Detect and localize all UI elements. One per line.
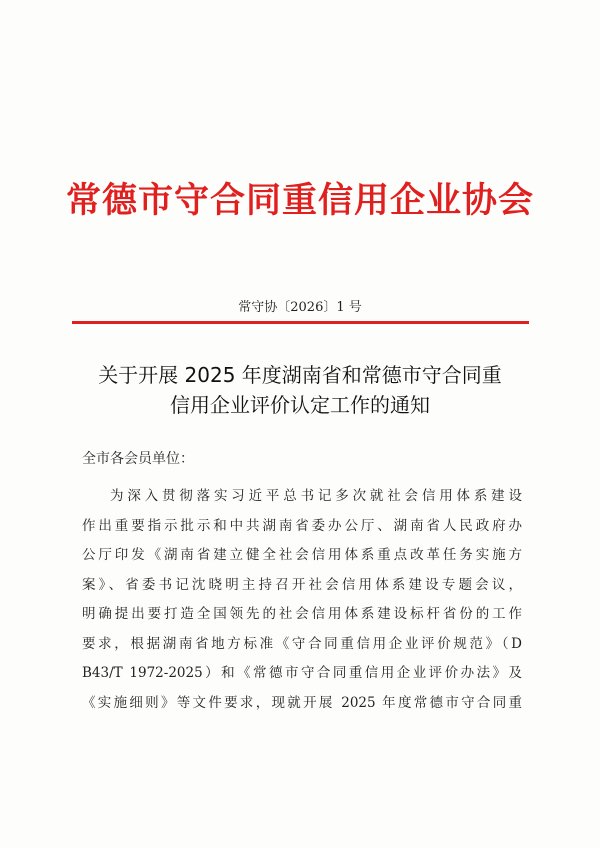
body-paragraph [82, 482, 522, 718]
body-line: 要求，根据湖南省地方标准《守合同重信用企业评价规范》（D [82, 635, 522, 652]
body-line: 案》、省委书记沈晓明主持召开社会信用体系建设专题会议， [82, 576, 522, 593]
body-line: B43/T 1972-2025）和《常德市守合同重信用企业评价办法》及 [82, 665, 522, 681]
title-line: 关于开展 2025 年度湖南省和常德市守合同重 [98, 363, 502, 387]
body-line: 公厅印发《湖南省建立健全社会信用体系重点改革任务实施方 [82, 547, 522, 563]
document-title [0, 360, 600, 420]
document-number: 常守协〔2026〕1 号 [238, 300, 362, 315]
body-line: 为深入贯彻落实习近平总书记多次就社会信用体系建设 [110, 488, 522, 504]
salutation: 全市各会员单位： [82, 451, 194, 467]
body-line: 作出重要指示批示和中共湖南省委办公厅、湖南省人民政府办 [82, 517, 522, 534]
red-divider-line [72, 321, 529, 324]
organization-header: 常德市守合同重信用企业协会 [65, 180, 534, 221]
title-line: 信用企业评价认定工作的通知 [170, 393, 430, 417]
body-line: 明确提出要打造全国领先的社会信用体系建设标杆省份的工作 [82, 606, 522, 622]
body-line: 《实施细则》等文件要求，现就开展 2025 年度常德市守合同重 [82, 694, 522, 711]
